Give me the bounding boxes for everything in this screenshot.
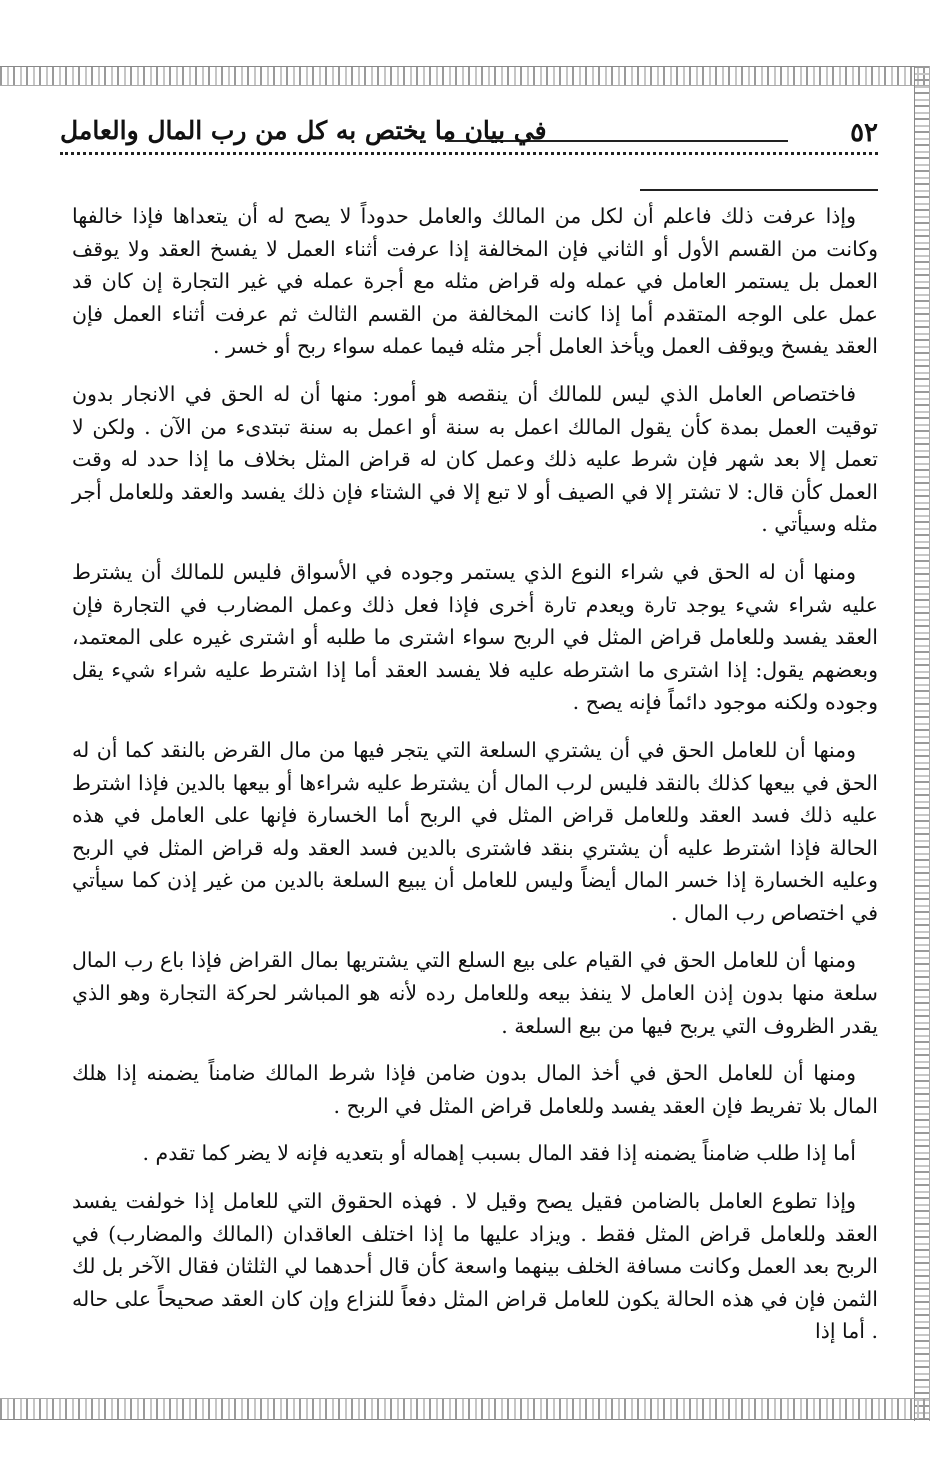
ornamental-border-bottom (0, 1398, 930, 1420)
paragraph: أما إذا طلب ضامناً يضمنه إذا فقد المال بسبب إهماله أو بتعديه فإنه لا يضر كما تقدم . (142, 1141, 856, 1166)
body-text (72, 200, 878, 1363)
paragraph: وإذا عرفت ذلك فاعلم أن لكل من المالك والعامل حدوداً لا يصح له أن يتعداها فإذا خالفها وكانت من القسم الأول أو الثاني فإن المخالفة إذا عرفت أثناء العمل لا يفسخ العقد ولا يوقف العمل بل يستمر العامل في عمله وله قراض مثله مع أجرة عمله في غير التجارة إن كان قد عمل على الوجه المتقدم أما إذا كانت المخالفة من القسم الثالث ثم عرفت أثناء العمل فإن العقد يفسخ ويوقف العمل ويأخذ العامل أجر مثله فيما عمله سواء ربح أو خسر . (72, 204, 878, 359)
header-dotted-line (60, 152, 878, 155)
page-number: ٥٢ (850, 118, 878, 148)
page-header (60, 112, 878, 156)
ornamental-border-right (914, 66, 930, 1421)
paragraph: ومنها أن له الحق في شراء النوع الذي يستمر وجوده في الأسواق فليس للمالك أن يشترط عليه شراء شيء يوجد تارة ويعدم تارة أخرى فإذا فعل ذلك وعمل المضارب في التجارة فإن العقد يفسد وللعامل قراض المثل في الربح سواء اشترى ما طلبه أو اشترى غيره على المعتمد، وبعضهم يقول: إذا اشترى ما اشترطه عليه فلا يفسد العقد أما إذا اشترط عليه شراء شيء يقل وجوده ولكنه موجود دائماً فإنه يصح . (72, 559, 878, 715)
paragraph: ومنها أن للعامل الحق في أن يشتري السلعة التي يتجر فيها من مال القرض بالنقد كما أن له الحق في بيعها كذلك بالنقد فليس لرب المال أن يشترط عليه شراءها أو بيعها بالدين فإذا اشترط عليه ذلك فسد العقد وللعامل قراض المثل في الربح أما الخسارة فإنها على العامل في هذه الحالة فإذا اشترط عليه أن يشتري بنقد فاشترى بالدين فسد العقد وله قراض المثل في الربح وعليه الخسارة إذا خسر المال أيضاً وليس للعامل أن يبيع السلعة بالدين من غير إذن كما سيأتي في اختصاص رب المال . (72, 737, 878, 925)
ornamental-border-top (0, 66, 930, 86)
paragraph: ومنها أن للعامل الحق في القيام على بيع السلع التي يشتريها بمال القراض فإذا باع رب المال سلعة منها بدون إذن العامل لا ينفذ بيعه وللعامل رده لأنه هو المباشر لحركة التجارة وهو الذي يقدر الظروف التي يربح فيها من بيع السلعة . (72, 948, 878, 1038)
section-rule (640, 189, 878, 191)
paragraph: وإذا تطوع العامل بالضامن فقيل يصح وقيل لا . فهذه الحقوق التي للعامل إذا خولفت يفسد العقد وللعامل قراض المثل فقط . ويزاد عليها ما إذا اختلف العاقدان (المالك والمضارب) في الربح بعد العمل وكانت مسافة الخلف بينهما واسعة كأن قال أحدهما لي الثلثان فقال الآخر بل لك الثمن فإن في هذه الحالة يكون للعامل قراض المثل دفعاً للنزاع وإن كان العقد صحيحاً على حاله . أما إذا (72, 1189, 878, 1344)
paragraph: فاختصاص العامل الذي ليس للمالك أن ينقصه هو أمور: منها أن له الحق في الانجار بدون توقيت العمل بمدة كأن يقول المالك اعمل به سنة أو اعمل به سنة تبتدىء من الآن . ولكن لا تعمل إلا بعد شهر فإن شرط عليه ذلك وعمل كان له قراض المثل بخلاف ما إذا حدد له وقت العمل كأن قال: لا تشتر إلا في الصيف أو لا تبع إلا في الشتاء فإن ذلك يفسد والعقد وللعامل أجر مثله وسيأتي . (72, 381, 878, 537)
running-title: في بيان ما يختص به كل من رب المال والعامل (60, 116, 547, 145)
paragraph: ومنها أن للعامل الحق في أخذ المال بدون ضامن فإذا شرط المالك ضامناً يضمنه إذا هلك المال بلا تفريط فإن العقد يفسد وللعامل قراض المثل في الربح . (72, 1061, 878, 1118)
